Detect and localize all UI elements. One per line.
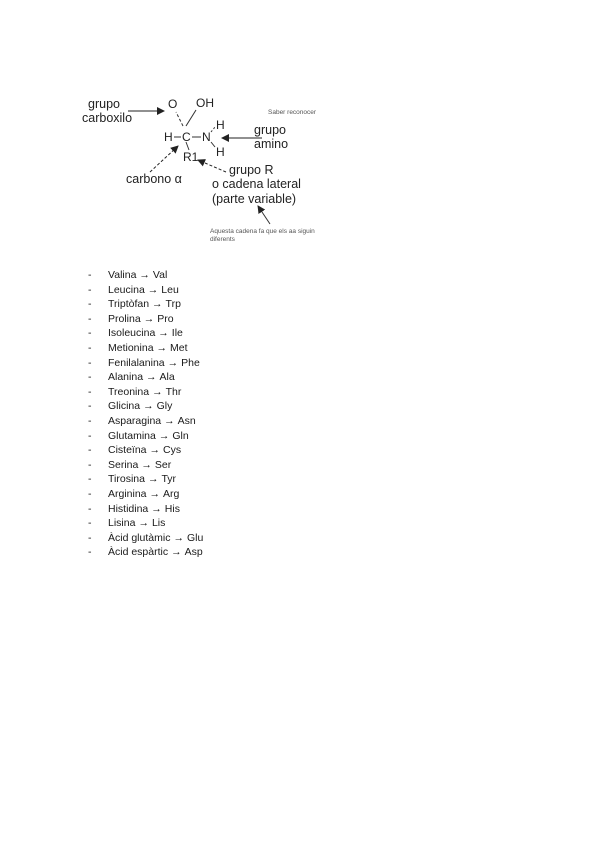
amino-acid-abbreviation: Cys — [163, 444, 182, 457]
r-group-label: grupo R — [229, 163, 274, 177]
arrow-icon: → — [151, 502, 162, 515]
amino-acid-name: Cisteïna — [108, 444, 147, 457]
amino-acid-abbreviation: Ser — [154, 458, 172, 471]
carbon-alpha-arrow — [150, 146, 178, 172]
amino-acid-name: Fenilalanina — [108, 356, 165, 369]
list-item — [88, 312, 203, 327]
amino-acid-abbreviation: Glu — [186, 531, 204, 544]
amino-acid-abbreviation: Thr — [165, 385, 182, 398]
list-item — [88, 443, 203, 458]
amino-acid-name: Arginina — [108, 487, 147, 500]
list-item — [88, 399, 203, 414]
amino-acid-name: Leucina — [108, 283, 145, 296]
arrow-icon: → — [152, 385, 163, 398]
bullet-dash: - — [88, 312, 92, 325]
amino-acid-abbreviation: Pro — [157, 312, 174, 325]
amino-acid-name: Asparagina — [108, 414, 162, 427]
amino-acid-name: Tirosina — [108, 473, 145, 486]
list-item — [88, 297, 203, 312]
atom-hydroxyl: OH — [196, 96, 214, 110]
list-item — [88, 370, 203, 385]
atom-oxygen: O — [168, 97, 178, 111]
bullet-dash: - — [88, 356, 92, 369]
arrow-icon: → — [173, 531, 184, 544]
amino-acid-name: Àcid glutàmic — [108, 531, 171, 544]
amino-acid-name: Glutamina — [108, 429, 156, 442]
list-item — [88, 487, 203, 502]
atom-hydrogen-bottom: H — [216, 145, 225, 159]
bond-c-oh — [186, 110, 196, 126]
arrow-icon: → — [164, 414, 175, 427]
bullet-dash: - — [88, 429, 92, 442]
bond-n-h-top — [211, 127, 215, 132]
atom-hydrogen-top: H — [216, 118, 225, 132]
amino-acid-name: Lisina — [108, 517, 136, 530]
bullet-dash: - — [88, 517, 92, 530]
list-item — [88, 283, 203, 298]
list-item — [88, 385, 203, 400]
bullet-dash: - — [88, 283, 92, 296]
list-item — [88, 516, 203, 531]
arrow-icon: → — [138, 517, 149, 530]
r-group-arrow — [198, 160, 226, 172]
arrow-icon: → — [167, 356, 179, 369]
bullet-dash: - — [88, 458, 92, 471]
amino-acid-abbreviation: Gly — [156, 400, 173, 413]
list-item — [88, 429, 203, 444]
amino-acid-abbreviation: Lis — [151, 517, 166, 530]
list-item — [88, 341, 203, 356]
amino-acid-abbreviation: His — [164, 502, 180, 515]
bullet-dash: - — [88, 473, 92, 486]
amino-acid-structure-figure — [0, 0, 600, 260]
bond-n-h-bottom — [211, 142, 215, 147]
arrow-icon: → — [158, 429, 170, 442]
bullet-dash: - — [88, 298, 92, 311]
amino-acid-abbreviation: Leu — [161, 283, 179, 296]
arrow-icon: → — [146, 371, 157, 384]
bond-c-o — [176, 112, 183, 126]
bullet-dash: - — [88, 341, 92, 354]
arrow-icon: → — [143, 400, 154, 413]
list-item — [88, 326, 203, 341]
amino-acid-name: Treonina — [108, 385, 150, 398]
amino-acid-abbreviation: Phe — [181, 356, 200, 369]
bullet-dash: - — [88, 531, 92, 544]
atom-carbon: C — [182, 130, 191, 144]
list-item — [88, 472, 203, 487]
structure-lines — [0, 0, 600, 260]
amino-acid-name: Glicina — [108, 400, 141, 413]
amino-acid-name: Metionina — [108, 341, 154, 354]
note-saber-reconocer: Saber reconocer — [268, 109, 317, 116]
list-item — [88, 545, 203, 560]
list-item — [88, 356, 203, 371]
amino-acid-abbreviation: Asp — [184, 546, 203, 559]
list-item — [88, 502, 203, 517]
amino-acid-abbreviation: Tyr — [161, 473, 177, 486]
carboxyl-group-label: carboxilo — [82, 111, 133, 125]
atom-hydrogen: H — [164, 130, 173, 144]
amino-acid-abbreviation: Arg — [163, 487, 180, 500]
amino-acid-abbreviation: Val — [152, 269, 168, 281]
amino-acid-list — [88, 268, 203, 560]
amino-group-label: amino — [254, 137, 289, 151]
atom-nitrogen: N — [202, 130, 211, 144]
amino-acid-name: Isoleucina — [108, 327, 156, 340]
bullet-dash: - — [88, 444, 92, 457]
annotation-arrow — [258, 206, 270, 224]
arrow-icon: → — [147, 473, 159, 486]
amino-acid-abbreviation: Ala — [159, 371, 175, 384]
amino-acid-name: Valina — [108, 269, 137, 281]
bullet-dash: - — [88, 414, 92, 427]
bullet-dash: - — [88, 400, 92, 413]
arrow-icon: → — [139, 269, 150, 281]
amino-acid-name: Alanina — [108, 371, 144, 384]
amino-acid-abbreviation: Ile — [171, 327, 183, 340]
amino-acid-name: Prolina — [108, 312, 141, 325]
bullet-dash: - — [88, 269, 92, 281]
note-side-chain: Aquesta cadena fa que els aa siguin — [210, 228, 315, 235]
list-item — [88, 458, 203, 473]
bullet-dash: - — [88, 546, 92, 559]
bullet-dash: - — [88, 502, 92, 515]
atom-r1: R1 — [183, 150, 199, 164]
list-item — [88, 414, 203, 429]
amino-group-label: grupo — [254, 123, 286, 137]
amino-acid-abbreviation: Asn — [177, 414, 196, 427]
note-side-chain: diferents — [210, 236, 235, 243]
amino-acid-name: Serina — [108, 458, 139, 471]
arrow-icon: → — [141, 458, 152, 471]
arrow-icon: → — [152, 298, 163, 311]
amino-acid-abbreviation: Gln — [172, 429, 189, 442]
amino-acid-name: Àcid espàrtic — [108, 546, 169, 559]
r-group-label: o cadena lateral — [212, 177, 301, 191]
bullet-dash: - — [88, 487, 92, 500]
amino-acid-abbreviation: Met — [170, 341, 188, 354]
list-item — [88, 268, 203, 283]
arrow-icon: → — [147, 283, 159, 296]
bullet-dash: - — [88, 371, 92, 384]
arrow-icon: → — [149, 444, 161, 457]
arrow-icon: → — [149, 487, 161, 500]
carbon-alpha-label: carbono α — [126, 172, 182, 186]
carboxyl-group-label: grupo — [88, 97, 120, 111]
amino-acid-name: Histidina — [108, 502, 149, 515]
arrow-icon: → — [171, 546, 182, 559]
list-item — [88, 531, 203, 546]
arrow-icon: → — [156, 341, 168, 354]
r-group-label: (parte variable) — [212, 192, 297, 206]
amino-acid-name: Triptòfan — [108, 298, 150, 311]
arrow-icon: → — [143, 312, 155, 325]
arrow-icon: → — [158, 327, 169, 340]
bullet-dash: - — [88, 327, 92, 340]
amino-acid-abbreviation: Trp — [165, 298, 181, 311]
bullet-dash: - — [88, 385, 92, 398]
